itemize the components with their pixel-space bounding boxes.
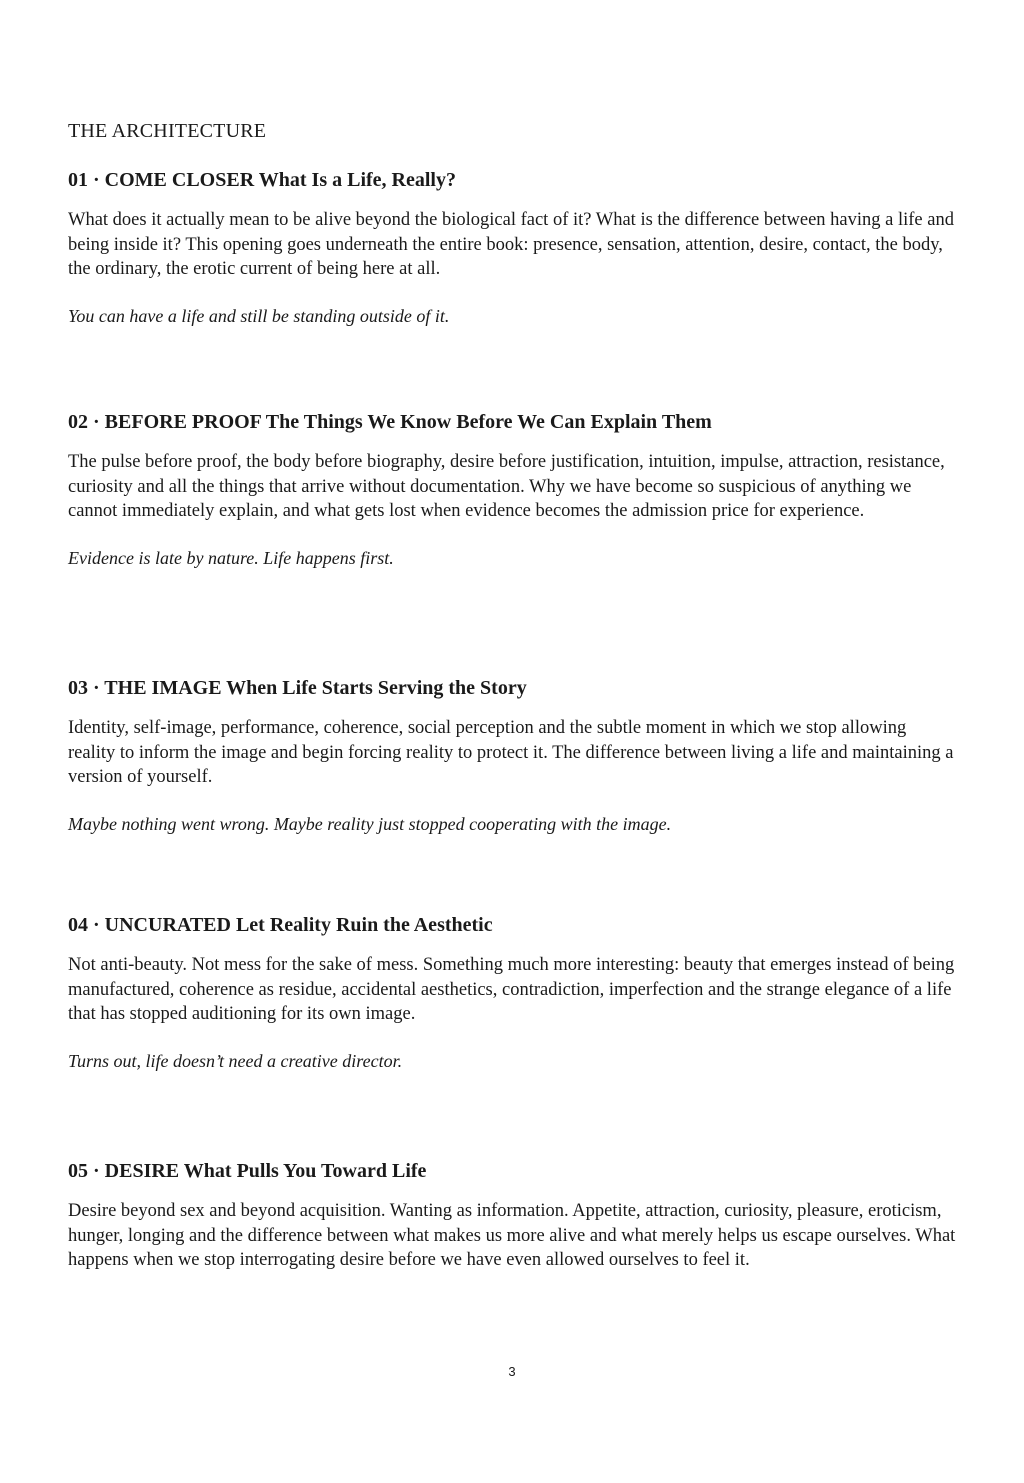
section-body: Not anti-beauty. Not mess for the sake of mess. Something much more interesting: beauty that emerges instead of being manufactured, coherence as residue, accidental aesthetics, contradiction, imperfection and the strange elegance of a life that has stopped auditioning for its own image. xyxy=(68,955,955,1024)
section-body: Desire beyond sex and beyond acquisition. Wanting as information. Appetite, attraction, curiosity, pleasure, eroticism, hunger, longing and the difference between what makes us more alive and what merely helps us escape ourselves. What happens when we stop interrogating desire before we have even allowed ourselves to feel it. xyxy=(68,1201,956,1270)
page-heading: THE ARCHITECTURE xyxy=(68,120,267,142)
page-number: 3 xyxy=(508,1364,516,1379)
section-quote: Turns out, life doesn’t need a creative director. xyxy=(68,1050,403,1071)
section-title: 01 · COME CLOSER What Is a Life, Really? xyxy=(68,169,456,191)
section-title: 02 · BEFORE PROOF The Things We Know Before We Can Explain Them xyxy=(68,411,712,433)
section-title: 04 · UNCURATED Let Reality Ruin the Aesthetic xyxy=(68,914,493,936)
section-title: 05 · DESIRE What Pulls You Toward Life xyxy=(68,1160,427,1182)
section-quote: Evidence is late by nature. Life happens first. xyxy=(68,547,394,568)
section-02 xyxy=(68,408,958,570)
section-03 xyxy=(68,674,958,836)
section-quote: Maybe nothing went wrong. Maybe reality just stopped cooperating with the image. xyxy=(68,813,672,834)
section-body: Identity, self-image, performance, coherence, social perception and the subtle moment in which we stop allowing reality to inform the image and begin forcing reality to protect it. The difference between living a life and maintaining a version of yourself. xyxy=(68,718,954,787)
section-body: What does it actually mean to be alive beyond the biological fact of it? What is the difference between having a life and being inside it? This opening goes underneath the entire book: presence, sensation, attention, desire, contact, the body, the ordinary, the erotic current of being here at all. xyxy=(68,210,954,279)
section-05 xyxy=(68,1157,958,1273)
section-04 xyxy=(68,911,958,1073)
section-01 xyxy=(68,166,958,328)
section-body: The pulse before proof, the body before biography, desire before justification, intuition, impulse, attraction, resistance, curiosity and all the things that arrive without documentation. Why we have become so suspicious of anything we cannot immediately explain, and what gets lost when evidence becomes the admission price for experience. xyxy=(68,452,945,521)
section-quote: You can have a life and still be standing outside of it. xyxy=(68,305,450,326)
section-title: 03 · THE IMAGE When Life Starts Serving the Story xyxy=(68,677,527,699)
